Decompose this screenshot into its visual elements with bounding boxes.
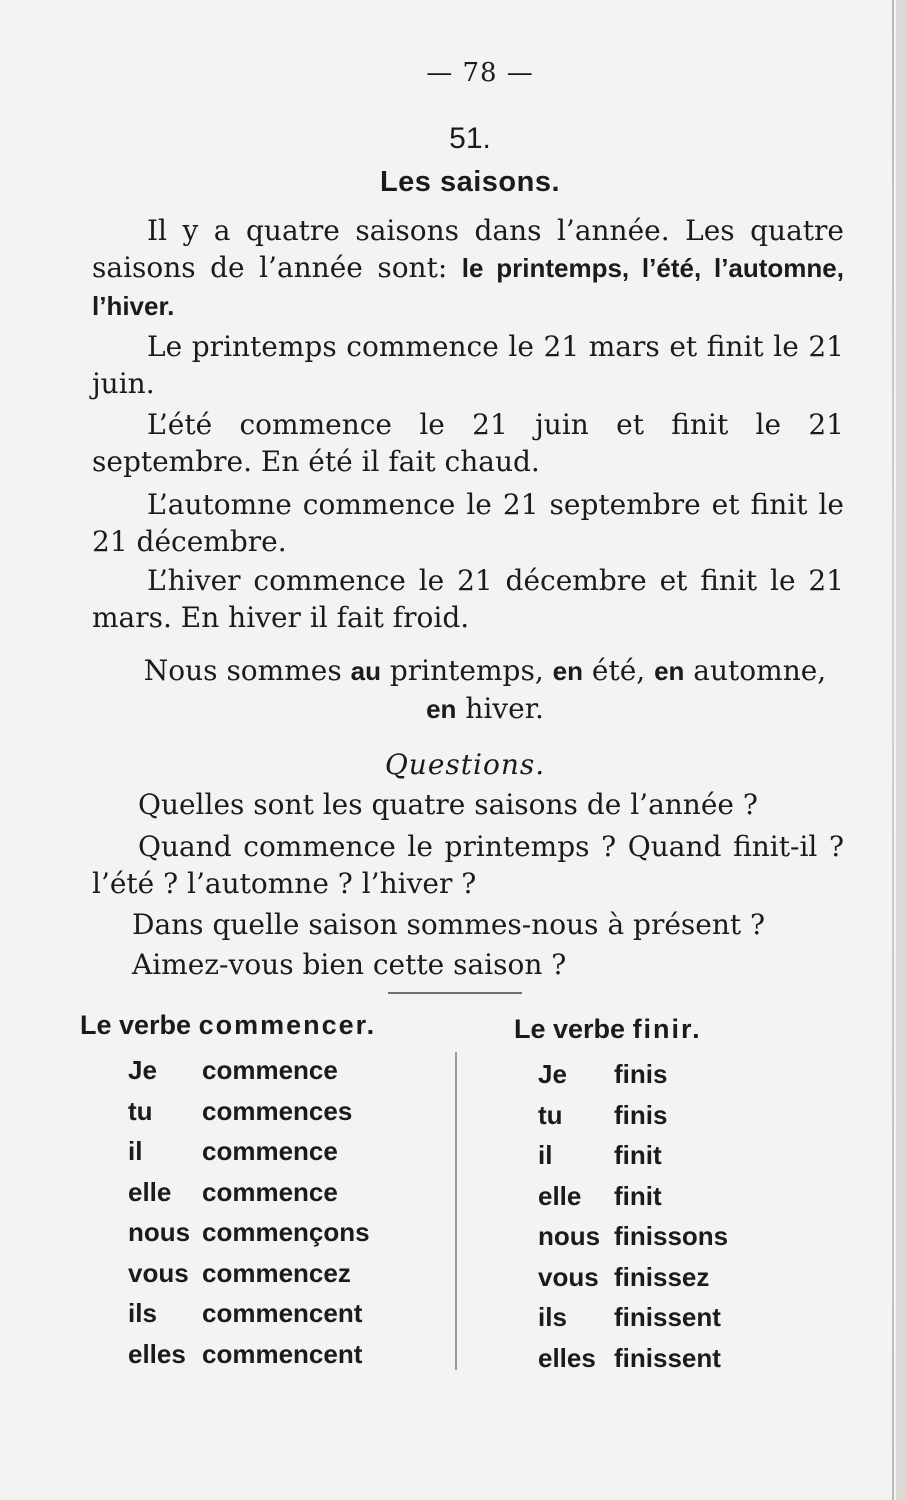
verb-title-verb: finir. [632,1014,702,1044]
pronoun: ils [538,1302,567,1332]
verb-form: finis [614,1099,668,1130]
question-3: Dans quelle saison sommes-nous à présent ? [132,908,766,941]
pronoun: elle [128,1176,172,1207]
pronoun: tu [538,1099,563,1130]
question-1: Quelles sont les quatre saisons de l’année ? [138,788,758,821]
verb-form: finissent [614,1302,721,1332]
verb-form: finit [614,1140,662,1170]
bold-preposition: en [426,694,457,724]
pronoun: elle [538,1180,582,1211]
verb-form: finis [614,1059,668,1089]
pronoun: tu [128,1095,153,1126]
conjugation-row [128,1293,370,1334]
paragraph-autumn: L’automne commence le 21 septembre et finit le 21 décembre. [92,488,844,558]
verb-form: commencez [202,1257,351,1288]
bold-preposition: au [350,656,381,686]
verb-form: commencent [202,1298,363,1328]
verb-form: commencent [202,1338,363,1369]
pronoun: Je [538,1059,567,1089]
pronoun: elles [538,1342,596,1373]
conjugation-row [128,1334,370,1375]
questions-heading: Questions. [384,748,546,781]
question-2: Quand commence le printemps ? Quand finit-il ? l’été ? l’automne ? l’hiver ? [92,830,844,900]
pronoun: elles [128,1338,186,1369]
verb-form: finissons [614,1221,729,1251]
verb-title-prefix: Le verbe [514,1014,633,1044]
lesson-number: 51. [449,122,491,155]
paragraph-text: automne, [684,654,827,687]
paragraph-text: . [167,291,175,321]
verb-title-finir [514,1014,702,1045]
verb-title-commencer [80,1010,376,1041]
paragraph-spring: Le printemps commence le 21 mars et finit le 21 juin. [92,330,844,400]
pronoun: ils [128,1298,157,1328]
paragraph-text: été, [582,654,655,687]
conjugation-row [128,1253,370,1294]
paragraph-seasons-intro [92,212,844,325]
verb-form: commence [202,1176,338,1207]
paragraph-we-are [130,652,840,728]
pronoun: il [128,1136,143,1166]
conjugation-finir [538,1054,728,1378]
conjugation-commencer [128,1050,370,1374]
verb-title-prefix: Le verbe [80,1010,199,1040]
conjugation-row [538,1338,728,1379]
lesson-title: Les saisons. [379,166,561,198]
conjugation-row [538,1257,728,1298]
paragraph-summer: L’été commence le 21 juin et finit le 21 septembre. En été il fait chaud. [92,408,844,478]
bold-preposition: en [654,656,685,686]
verb-form: finissez [614,1261,710,1292]
pronoun: nous [128,1217,191,1247]
conjugation-row [538,1216,728,1257]
question-4: Aimez-vous bien cette saison ? [132,948,567,981]
verb-form: finissent [614,1342,721,1373]
paragraph-winter: L’hiver commence le 21 décembre et finit le 21 mars. En hiver il fait froid. [92,564,844,634]
pronoun: il [538,1140,553,1170]
verb-form: commences [202,1095,353,1126]
page-number: — 78 — [426,58,534,88]
conjugation-row [128,1050,370,1091]
paragraph-text: Il y a quatre saisons dans l’année. Les quatre saisons de l’année sont: [92,214,844,284]
paragraph-text: hiver. [456,692,544,725]
pronoun: vous [128,1257,189,1288]
paragraph-text: printemps, [380,654,553,687]
pronoun: vous [538,1261,599,1292]
paragraph-text: Nous sommes [143,654,351,687]
conjugation-row [538,1297,728,1338]
conjugation-row [128,1212,370,1253]
conjugation-row [128,1131,370,1172]
pronoun: Je [128,1055,157,1085]
verb-title-verb: commencer. [198,1010,377,1040]
verb-form: commençons [202,1217,370,1247]
verb-form: finit [614,1180,662,1211]
conjugation-row [538,1176,728,1217]
conjugation-row [538,1095,728,1136]
pronoun: nous [538,1221,601,1251]
conjugation-row [538,1135,728,1176]
column-divider [455,1052,457,1370]
conjugation-row [128,1091,370,1132]
verb-form: commence [202,1055,338,1085]
verb-form: commence [202,1136,338,1166]
conjugation-row [128,1172,370,1213]
section-rule [388,992,522,994]
bold-seasons-list: le printemps, l’été, l’automne, l’hiver [92,253,844,321]
bold-preposition: en [552,656,583,686]
conjugation-row [538,1054,728,1095]
